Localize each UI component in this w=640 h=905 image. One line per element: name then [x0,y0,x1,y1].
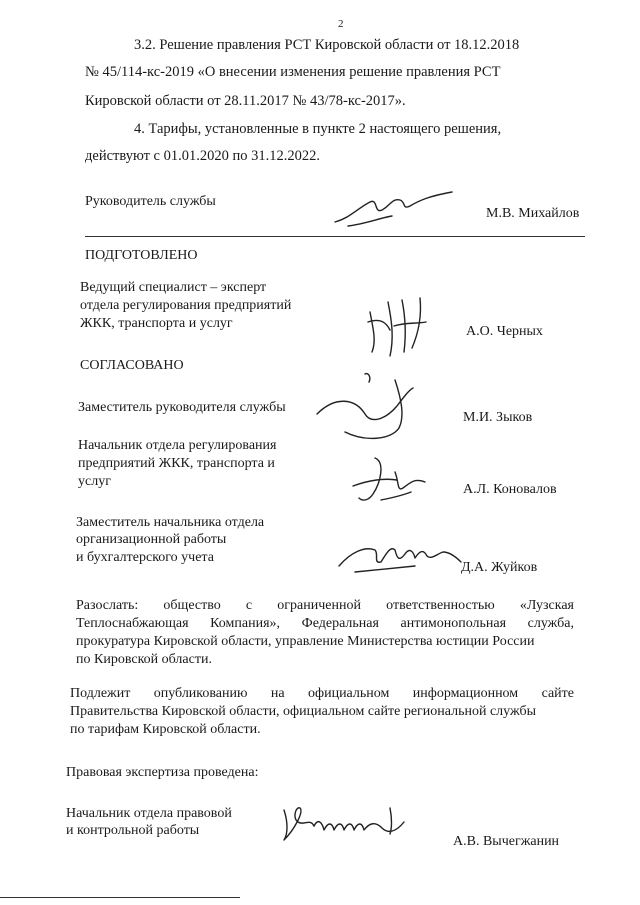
item-4-line-1: 4. Тарифы, установленные в пункте 2 настоящего решения, [134,121,502,137]
agreed-person-3-position-3: и бухгалтерского учета [76,550,214,565]
item-3-2-line-3: Кировской области от 28.11.2017 № 43/78-кс-2017». [85,93,406,109]
agreed-person-2-position-3: услуг [78,474,111,489]
legal-position-2: и контрольной работы [66,823,200,838]
agreed-person-1-signature [305,368,435,448]
head-position: Руководитель службы [85,194,216,209]
separator-line [85,236,585,237]
head-name: М.В. Михайлов [486,206,580,221]
prepared-heading: ПОДГОТОВЛЕНО [85,248,198,263]
distribution-line-1: Разослать: общество с ограниченной ответственностью «Лузская [76,598,574,613]
publication-line-1: Подлежит опубликованию на официальном информационном сайте [70,686,574,701]
prepared-signature [360,292,440,360]
agreed-person-2-position-2: предприятий ЖКК, транспорта и [78,456,275,471]
prepared-position-3: ЖКК, транспорта и услуг [80,316,233,331]
agreed-person-3-name: Д.А. Жуйков [461,560,538,575]
agreed-person-3-position-2: организационной работы [76,532,227,547]
agreed-person-2-signature [345,452,435,508]
prepared-position-2: отдела регулирования предприятий [80,298,292,313]
legal-statement: Правовая экспертиза проведена: [66,765,259,780]
legal-name: А.В. Вычегжанин [453,834,560,849]
item-3-2-line-1: 3.2. Решение правления РСТ Кировской области от 18.12.2018 [134,37,520,53]
page-number: 2 [338,18,344,30]
agreed-person-2-position-1: Начальник отдела регулирования [78,438,277,453]
agreed-person-3-signature [335,532,465,580]
agreed-heading: СОГЛАСОВАНО [80,358,184,373]
footer-line [0,897,240,898]
agreed-person-3-position-1: Заместитель начальника отдела [76,515,265,530]
item-3-2-line-2: № 45/114-кс-2019 «О внесении изменения решение правления РСТ [85,64,501,80]
agreed-person-1-position: Заместитель руководителя службы [78,400,286,415]
legal-position-1: Начальник отдела правовой [66,806,232,821]
agreed-person-2-name: А.Л. Коновалов [463,482,557,497]
prepared-position-1: Ведущий специалист – эксперт [80,280,267,295]
publication-line-3: по тарифам Кировской области. [70,722,261,737]
publication-line-2: Правительства Кировской области, официальном сайте региональной службы [70,704,536,719]
head-signature [330,188,460,230]
prepared-name: А.О. Черных [466,324,543,339]
distribution-line-3: прокуратура Кировской области, управление Министерства юстиции России [76,634,535,649]
distribution-line-2: Теплоснабжающая Компания», Федеральная антимонопольная служба, [76,616,574,631]
item-4-line-2: действуют с 01.01.2020 по 31.12.2022. [85,148,320,164]
legal-signature [278,800,428,846]
distribution-line-4: по Кировской области. [76,652,212,667]
agreed-person-1-name: М.И. Зыков [463,410,533,425]
